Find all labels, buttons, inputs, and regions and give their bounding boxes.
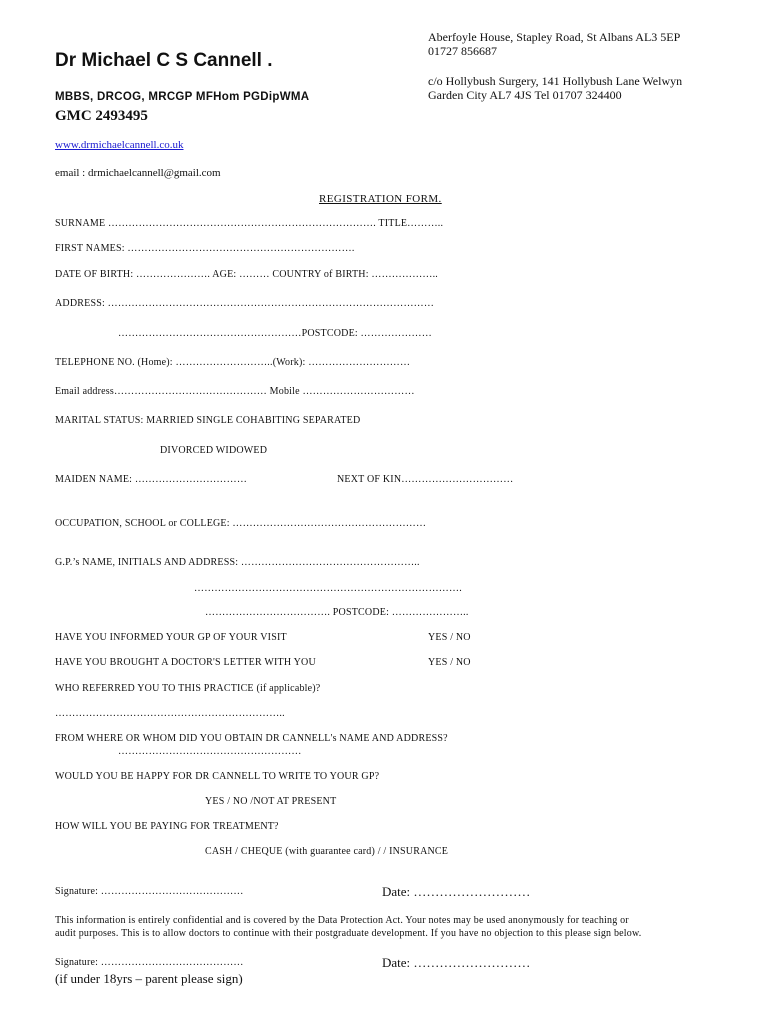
date-field[interactable]: Date: ……………………… [382, 884, 531, 899]
referred-answer-field[interactable]: ………………………………………………………….. [55, 708, 285, 719]
maiden-name-field[interactable]: MAIDEN NAME: …………………………… [55, 474, 248, 485]
write-gp-question: WOULD YOU BE HAPPY FOR DR CANNELL TO WRITE TO YOUR GP? [55, 771, 380, 782]
marital-status-options[interactable]: MARITAL STATUS: MARRIED SINGLE COHABITING SEPARATED [55, 415, 361, 426]
next-of-kin-field[interactable]: NEXT OF KIN…………………………… [337, 474, 514, 485]
gmc-number: GMC 2493495 [55, 108, 148, 124]
where-from-answer-field[interactable]: ……………………………………………… [118, 746, 302, 757]
telephone-field[interactable]: TELEPHONE NO. (Home): ………………………..(Work): ………………………… [55, 357, 411, 368]
first-names-field[interactable]: FIRST NAMES: …………………………………………………………. [55, 243, 355, 254]
under-18-note: (if under 18yrs – parent please sign) [55, 971, 243, 986]
where-from-question: FROM WHERE OR WHOM DID YOU OBTAIN DR CANNELL's NAME AND ADDRESS? [55, 733, 448, 744]
signature-field[interactable]: Signature: …………………………………… [55, 886, 244, 897]
date-of-birth-field[interactable]: DATE OF BIRTH: …………………. AGE: ……… COUNTRY of BIRTH: ……………….. [55, 269, 439, 280]
write-gp-answer[interactable]: YES / NO /NOT AT PRESENT [205, 796, 337, 807]
gp-address-field[interactable]: ……………………………………………………………………. [194, 583, 462, 594]
occupation-field[interactable]: OCCUPATION, SCHOOL or COLLEGE: ………………………………………………… [55, 518, 427, 529]
parent-signature-field[interactable]: Signature: …………………………………… [55, 957, 244, 968]
doctor-letter-answer[interactable]: YES / NO [428, 657, 471, 668]
informed-gp-answer[interactable]: YES / NO [428, 632, 471, 643]
address-postcode-field[interactable]: ………………………………………………POSTCODE: ………………… [118, 328, 432, 339]
email-address: email : drmichaelcannell@gmail.com [55, 167, 221, 179]
website-link[interactable]: www.drmichaelcannell.co.uk [55, 139, 184, 151]
marital-status-options-cont[interactable]: DIVORCED WIDOWED [160, 445, 268, 456]
surname-field[interactable]: SURNAME ……………………………………………………………………. TITLE……….. [55, 218, 444, 229]
parent-date-field[interactable]: Date: ……………………… [382, 955, 531, 970]
practice-address-welwyn [428, 74, 748, 102]
doctor-name: Dr Michael C S Cannell . [55, 50, 273, 71]
privacy-notice-line: audit purposes. This is to allow doctors to continue with their postgraduate development. If you have no objection to this please sign below. [55, 928, 642, 939]
address-line: c/o Hollybush Surgery, 141 Hollybush Lane Welwyn [428, 74, 683, 88]
doctor-letter-question: HAVE YOU BROUGHT A DOCTOR'S LETTER WITH YOU [55, 657, 316, 668]
privacy-notice-line: This information is entirely confidential and is covered by the Data Protection Act. Your notes may be used anonymously for teaching or [55, 915, 629, 926]
practice-address-st-albans [428, 30, 748, 58]
qualifications: MBBS, DRCOG, MRCGP MFHom PGDipWMA [55, 91, 310, 103]
informed-gp-question: HAVE YOU INFORMED YOUR GP OF YOUR VISIT [55, 632, 287, 643]
payment-answer[interactable]: CASH / CHEQUE (with guarantee card) / / INSURANCE [205, 846, 449, 857]
gp-name-field[interactable]: G.P.’s NAME, INITIALS AND ADDRESS: …………………………………………….. [55, 557, 420, 568]
email-mobile-field[interactable]: Email address……………………………………… Mobile …………………………… [55, 386, 415, 397]
referred-question: WHO REFERRED YOU TO THIS PRACTICE (if applicable)? [55, 683, 321, 694]
address-line: Aberfoyle House, Stapley Road, St Albans AL3 5EP [428, 30, 681, 44]
address-field[interactable]: ADDRESS: …………………………………………………………………………………… [55, 298, 435, 309]
form-title: REGISTRATION FORM. [319, 193, 442, 205]
phone-line: 01727 856687 [428, 44, 497, 58]
address-line: Garden City AL7 4JS Tel 01707 324400 [428, 88, 622, 102]
payment-question: HOW WILL YOU BE PAYING FOR TREATMENT? [55, 821, 279, 832]
gp-postcode-field[interactable]: ………………………………. POSTCODE: ………………….. [205, 607, 469, 618]
